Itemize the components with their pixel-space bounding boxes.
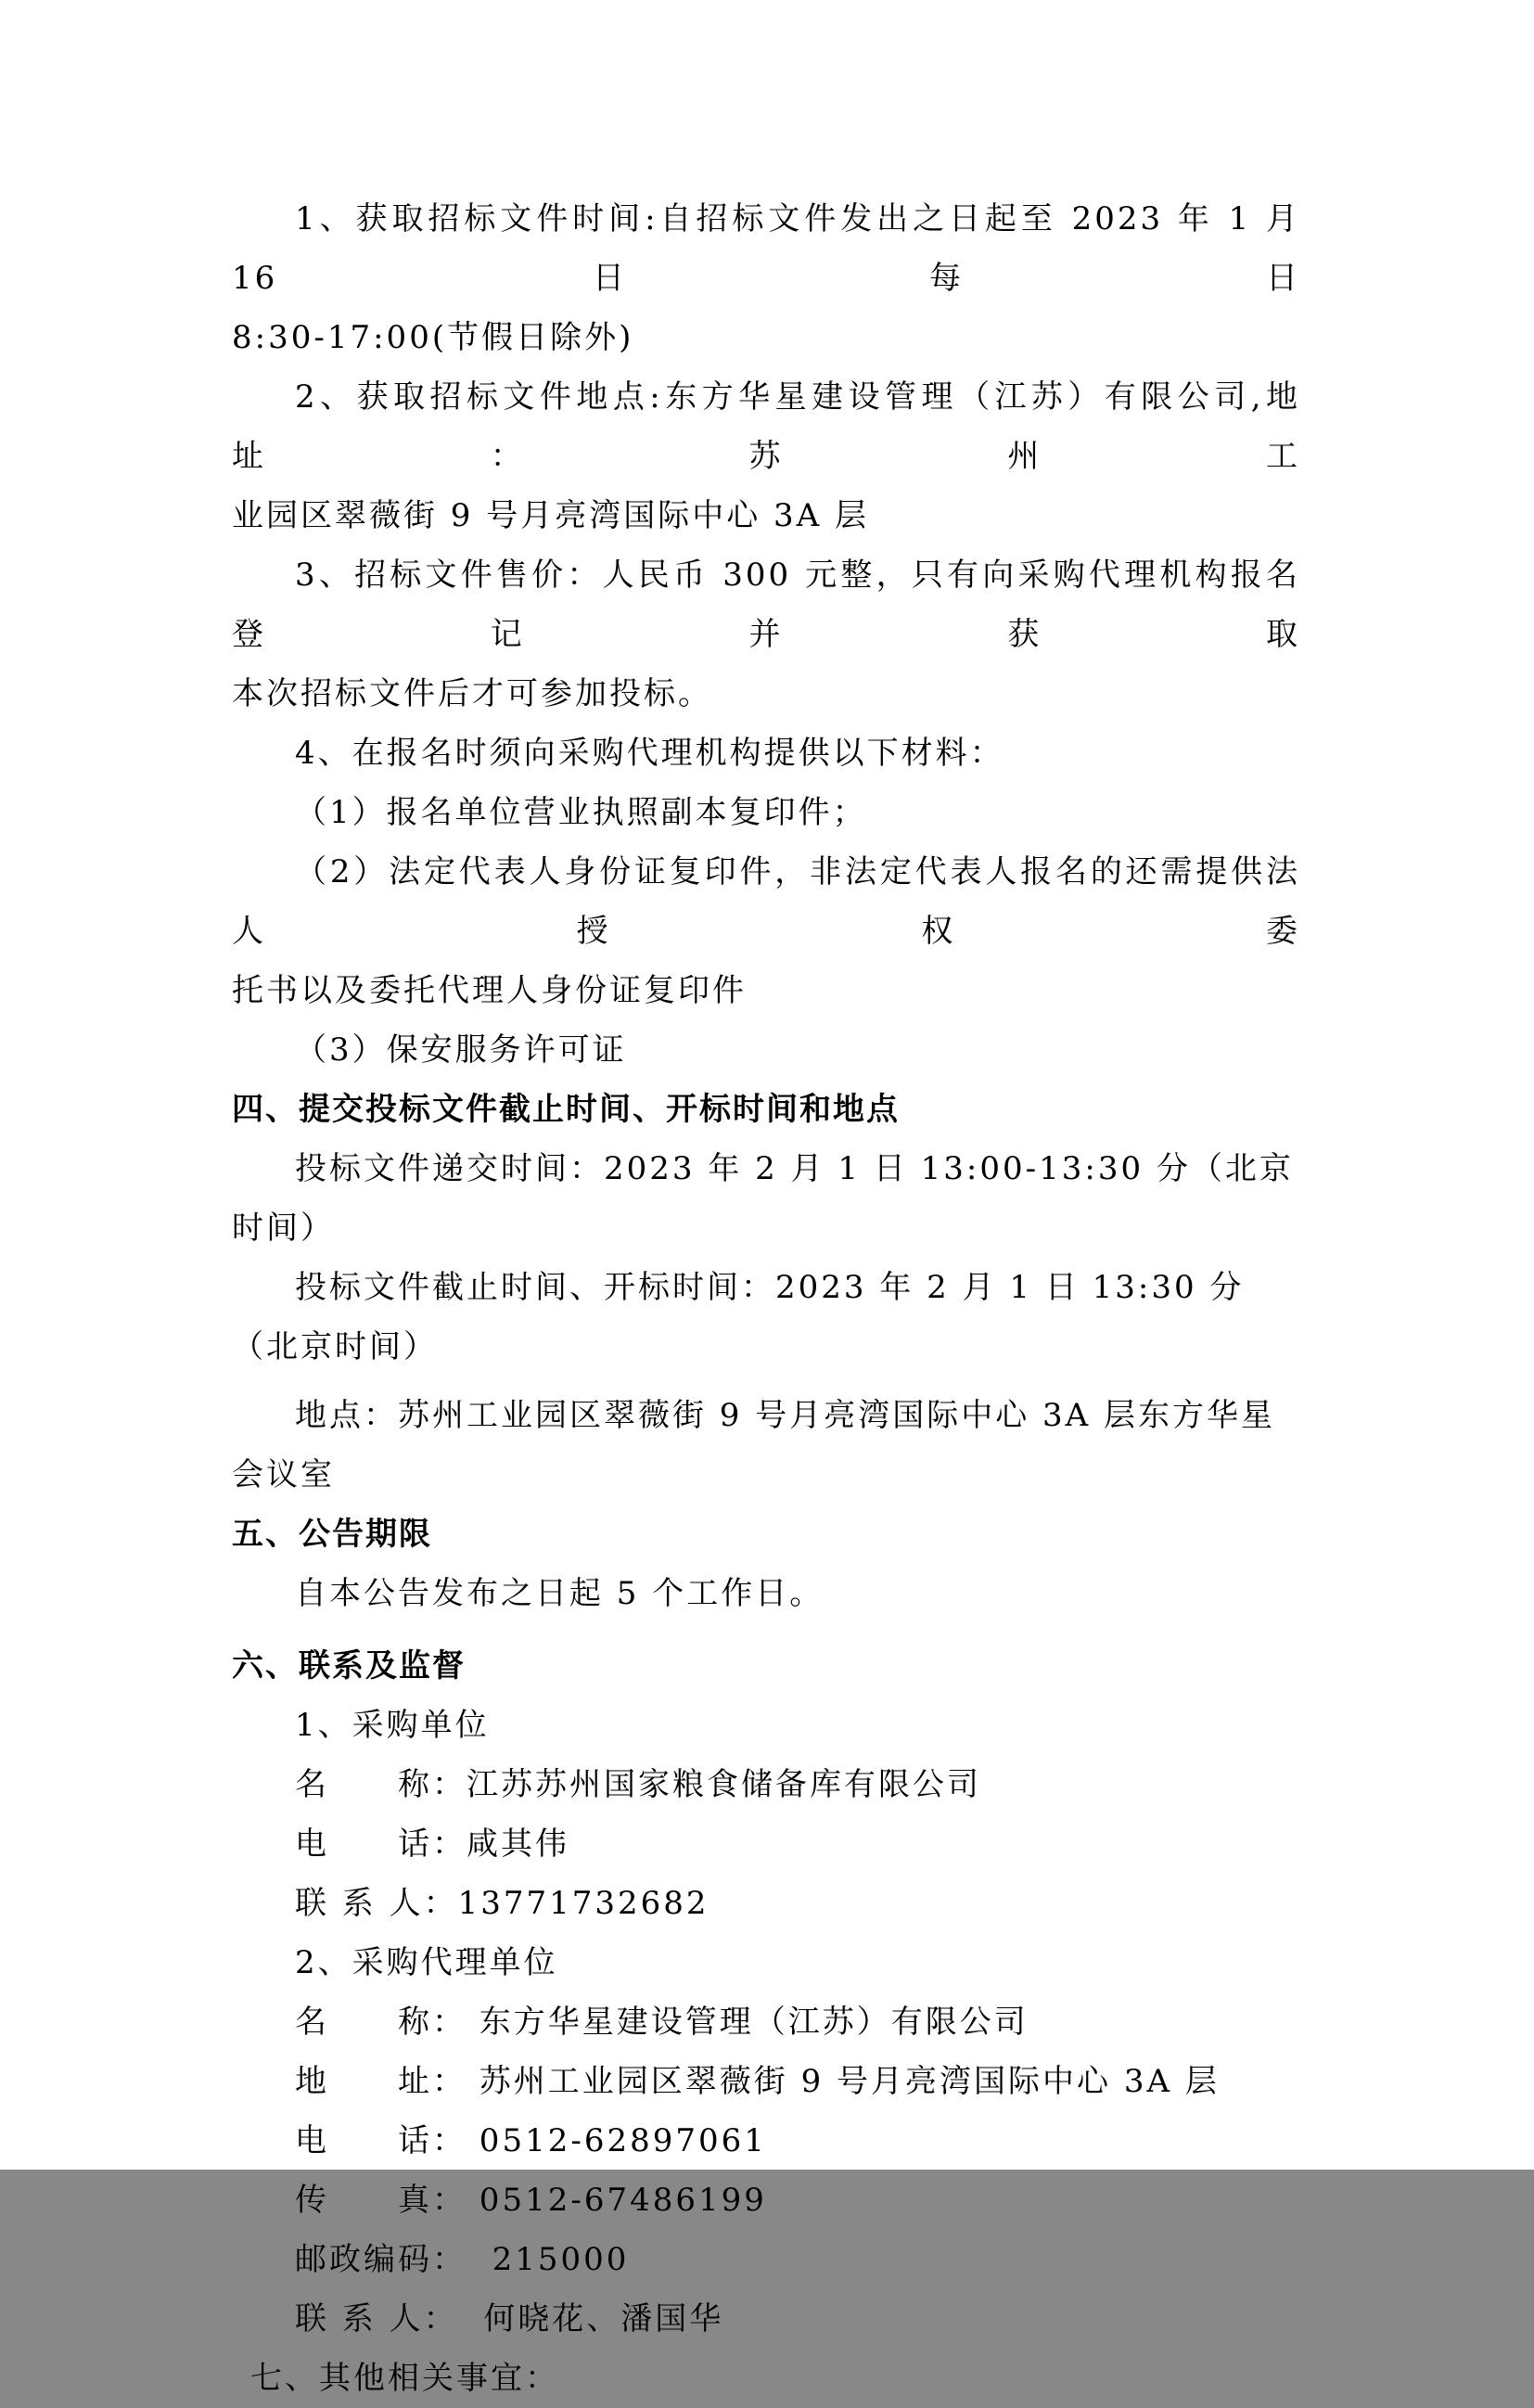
para-bid-doc-price-cont: 本次招标文件后才可参加投标。 [232,675,712,712]
para-agency-postcode: 邮政编码： 215000 [295,2241,630,2278]
para-deadline-opening-time: 投标文件截止时间、开标时间：2023 年 2 月 1 日 13:30 分（北京时间） [232,1269,1245,1365]
para-agency-phone: 电 话： 0512-62897061 [295,2122,767,2159]
para-notice-period: 自本公告发布之日起 5 个工作日。 [295,1575,825,1612]
heading-section-6-contact: 六、联系及监督 [232,1647,466,1684]
para-bid-doc-obtain-time-cont: 8:30-17:00(节假日除外) [232,319,634,356]
para-agency-address: 地 址： 苏州工业园区翠薇街 9 号月亮湾国际中心 3A 层 [295,2063,1220,2100]
para-material-1: （1）报名单位营业执照副本复印件； [295,794,867,831]
heading-section-7-other-matters: 七、其他相关事宜： [250,2360,559,2397]
para-purchaser-label: 1、采购单位 [295,1707,490,1744]
document-content [232,189,1313,2408]
para-bid-doc-price: 3、招标文件售价：人民币 300 元整，只有向采购代理机构报名登记并获取 [232,557,1300,653]
para-material-3: （3）保安服务许可证 [295,1031,627,1069]
para-bid-doc-obtain-place-cont: 业园区翠薇街 9 号月亮湾国际中心 3A 层 [232,497,870,534]
para-purchaser-contact: 联 系 人：13771732682 [295,1885,709,1922]
para-opening-place: 地点：苏州工业园区翠薇街 9 号月亮湾国际中心 3A 层东方华星会议室 [232,1397,1276,1493]
para-bid-doc-obtain-time: 1、获取招标文件时间:自招标文件发出之日起至 2023 年 1 月 16 日每日 [232,200,1313,297]
para-agency-name: 名 称： 东方华星建设管理（江苏）有限公司 [295,2004,1029,2041]
para-purchaser-phone: 电 话：咸其伟 [295,1825,569,1863]
para-material-2-cont: 托书以及委托代理人身份证复印件 [232,972,747,1009]
heading-section-5-notice-period: 五、公告期限 [232,1516,432,1553]
para-bid-doc-obtain-place: 2、获取招标文件地点:东方华星建设管理（江苏）有限公司,地址：苏州工 [232,378,1300,475]
para-agency-contact: 联 系 人： 何晓花、潘国华 [295,2300,724,2338]
para-material-2: （2）法定代表人身份证复印件，非法定代表人报名的还需提供法人授权委 [232,853,1300,950]
para-agency-fax: 传 真： 0512-67486199 [295,2182,767,2219]
para-submission-time: 投标文件递交时间：2023 年 2 月 1 日 13:00-13:30 分（北京时间） [232,1150,1294,1247]
para-required-materials: 4、在报名时须向采购代理机构提供以下材料： [295,735,1004,772]
heading-section-4-deadline: 四、提交投标文件截止时间、开标时间和地点 [232,1091,900,1128]
para-purchaser-name: 名 称：江苏苏州国家粮食储备库有限公司 [295,1766,981,1803]
para-agency-label: 2、采购代理单位 [295,1944,558,1981]
